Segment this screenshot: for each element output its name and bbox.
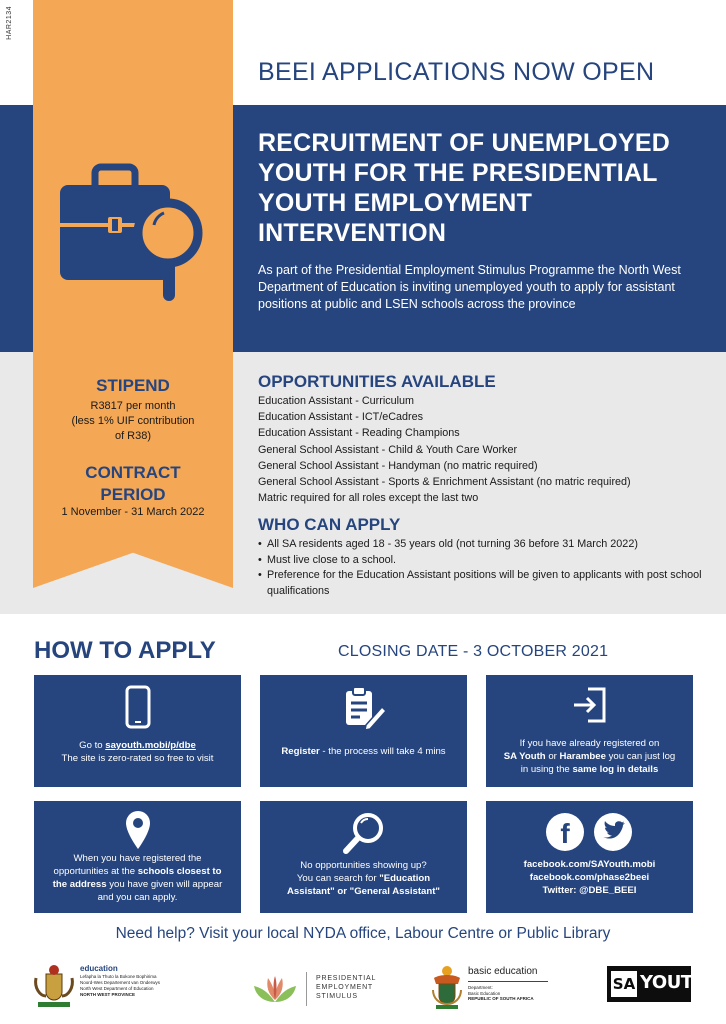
step-text: you can just log	[605, 751, 676, 762]
reference-code: HAR2134	[6, 6, 13, 40]
phone-icon	[123, 685, 153, 729]
step-text: The site is zero-rated so free to visit	[61, 753, 214, 764]
stipend-uif-amount: of R38)	[114, 430, 152, 442]
step-text: You can search for	[296, 873, 380, 884]
step-card-visit-site	[34, 675, 241, 787]
who-can-apply-list	[258, 537, 708, 599]
step-card-location	[34, 801, 241, 913]
opportunities-list	[258, 393, 708, 506]
step-text-bold: same log in details	[572, 764, 659, 775]
facebook-phase2beei-link[interactable]: facebook.com/phase2beei	[529, 872, 650, 883]
nw-education-logo	[32, 962, 192, 1012]
step-text-bold: "Education	[379, 873, 431, 884]
be-logo-line: Department:	[468, 985, 493, 990]
be-logo-line: REPUBLIC OF SOUTH AFRICA	[468, 996, 534, 1001]
sa-youth-logo-youth: YOUTH	[640, 972, 708, 993]
how-to-apply-title: HOW TO APPLY	[34, 637, 216, 664]
need-help-text: Need help? Visit your local NYDA office, Labour Centre or Public Library	[115, 925, 611, 942]
intro-paragraph: As part of the Presidential Employment Stimulus Programme the North West Department of Education is inviting unemployed youth to apply for assistant positions at public and LSEN schools across the province	[258, 263, 681, 311]
opportunities-title: OPPORTUNITIES AVAILABLE	[258, 372, 496, 391]
step-text: in using the	[520, 764, 573, 775]
edu-logo-title: education	[80, 964, 118, 973]
pes-logo-text	[316, 974, 376, 1001]
list-item: • All SA residents aged 18 - 35 years old (not turning 36 before 31 March 2022)	[258, 537, 708, 553]
step-text: opportunities at the	[53, 866, 138, 877]
step-text-bold: schools closest to	[137, 866, 222, 877]
step-text-bold: the address	[52, 879, 107, 890]
list-item: • Preference for the Education Assistant positions will be given to applicants with post school qualifications	[258, 568, 708, 599]
contract-title-line1: CONTRACT	[85, 463, 181, 482]
presidential-employment-stimulus-logo	[250, 968, 390, 1012]
contract-title-line2: PERIOD	[100, 485, 166, 504]
step-card-register	[260, 675, 467, 787]
page-title: BEEI APPLICATIONS NOW OPEN	[258, 58, 655, 86]
login-icon	[570, 685, 610, 725]
twitter-handle[interactable]: Twitter: @DBE_BEEI	[542, 885, 637, 896]
list-item: Education Assistant - Curriculum	[258, 395, 415, 407]
step-text: Go to	[79, 740, 106, 751]
contract-period-title	[33, 462, 233, 506]
step-text-bold: Assistant" or "General Assistant"	[287, 886, 440, 897]
step-text: No opportunities showing up?	[300, 860, 427, 871]
list-item: Education Assistant - Reading Champions	[258, 427, 460, 440]
location-pin-icon	[123, 809, 153, 851]
sa-youth-logo	[607, 966, 708, 1002]
step-text: When you have registered the	[73, 853, 202, 864]
edu-logo-line: Noord-Wes Departement van Onderwys	[80, 980, 160, 985]
sayouth-link[interactable]: sayouth.mobi/p/dbe	[105, 740, 196, 751]
briefcase-search-icon	[50, 155, 220, 305]
who-can-apply-title: WHO CAN APPLY	[258, 515, 401, 534]
list-item: Matric required for all roles except the last two	[258, 492, 479, 505]
logo-divider	[468, 981, 548, 982]
be-logo-lines	[468, 985, 534, 1002]
edu-logo-line: North West Department of Education	[80, 986, 154, 991]
svg-text:f: f	[559, 818, 570, 849]
step-card-social	[486, 801, 693, 913]
main-heading: RECRUITMENT OF UNEMPLOYED YOUTH FOR THE PRESIDENTIAL YOUTH EMPLOYMENT INTERVENTION	[258, 129, 670, 247]
pes-logo-line: STIMULUS	[316, 993, 358, 1000]
logo-divider	[306, 972, 307, 1006]
step-card-login	[486, 675, 693, 787]
list-item: • Must live close to a school.	[258, 553, 708, 569]
facebook-sayouth-link[interactable]: facebook.com/SAYouth.mobi	[523, 859, 656, 870]
step-text: you have given will appear	[106, 879, 223, 890]
search-icon	[342, 811, 386, 855]
pes-logo-line: EMPLOYMENT	[316, 984, 374, 991]
facebook-twitter-icon	[545, 811, 635, 853]
sa-youth-label: SA Youth	[503, 751, 546, 762]
be-logo-title: basic education	[468, 966, 538, 977]
stipend-title: STIPEND	[96, 376, 170, 395]
pes-logo-line: PRESIDENTIAL	[316, 975, 377, 982]
be-logo-line: Basic Education	[468, 990, 501, 996]
step-card-search	[260, 801, 467, 913]
partner-logos	[0, 958, 726, 1018]
protea-icon	[250, 974, 300, 1004]
stipend-uif: (less 1% UIF contribution	[71, 415, 195, 427]
harambee-label: Harambee	[559, 751, 606, 762]
clipboard-pen-icon	[340, 685, 388, 731]
sa-youth-logo-sa: SA	[611, 971, 637, 997]
step-text: or	[545, 751, 560, 762]
step-text: If you have already registered on	[519, 738, 660, 749]
list-item: Education Assistant - ICT/eCadres	[258, 411, 424, 424]
list-item: General School Assistant - Sports & Enrichment Assistant (no matric required)	[258, 476, 631, 489]
step-text: and you can apply.	[97, 892, 178, 903]
national-coat-of-arms-icon	[430, 964, 464, 1010]
step-text: - the process will take 4 mins	[319, 746, 446, 757]
list-item: General School Assistant - Handyman (no matric required)	[258, 459, 538, 472]
list-item: General School Assistant - Child & Youth Care Worker	[258, 443, 518, 456]
coat-of-arms-icon	[32, 962, 76, 1010]
basic-education-logo	[430, 964, 560, 1012]
edu-logo-lines	[80, 974, 192, 998]
contract-dates: 1 November - 31 March 2022	[61, 506, 205, 518]
edu-logo-line: Lefapha la Thuto la Bokone Bophirima	[80, 974, 157, 979]
register-label: Register	[281, 746, 320, 757]
closing-date: CLOSING DATE - 3 OCTOBER 2021	[338, 643, 609, 660]
stipend-amount: R3817 per month	[90, 400, 176, 412]
edu-logo-line: NORTH WEST PROVINCE	[80, 992, 136, 997]
stipend-details	[33, 399, 233, 444]
